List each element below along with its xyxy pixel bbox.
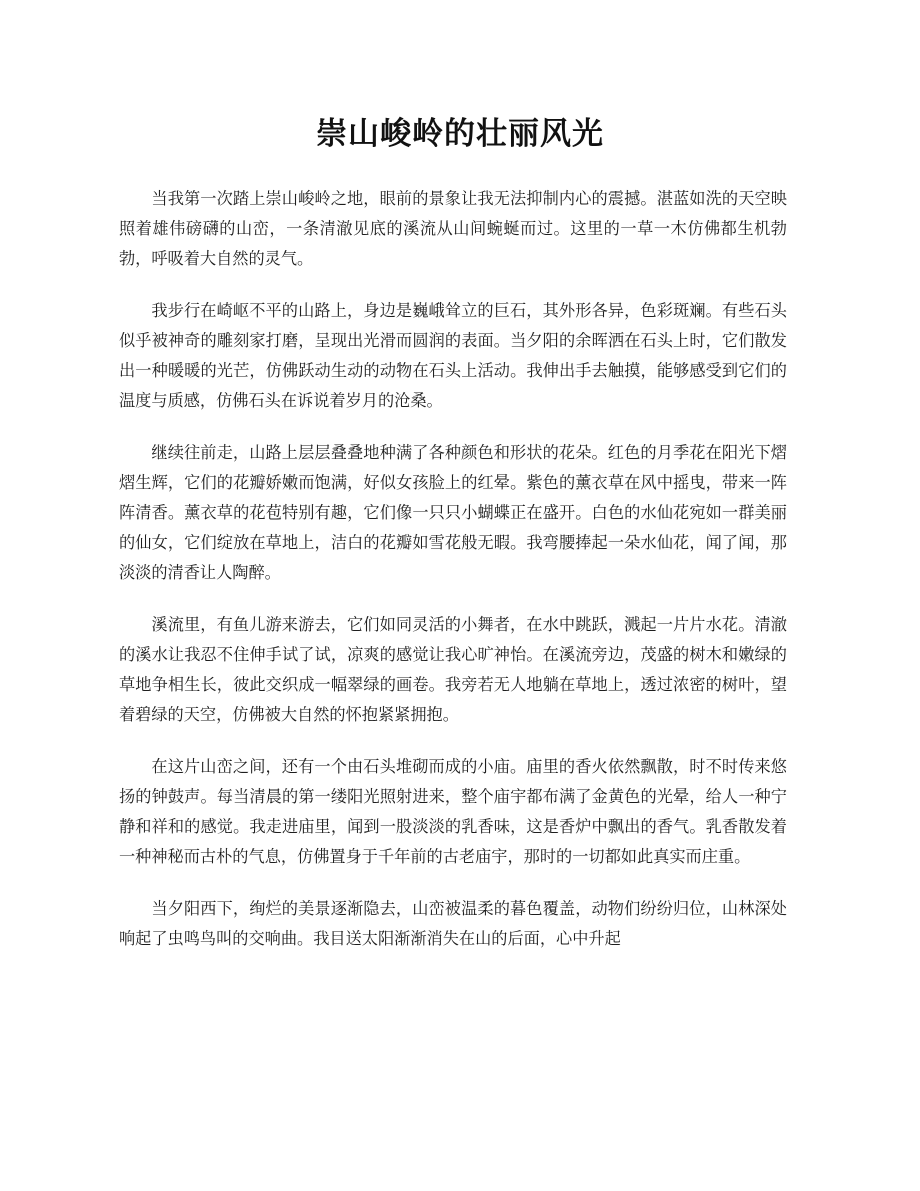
paragraph: 当我第一次踏上崇山峻岭之地，眼前的景象让我无法抑制内心的震撼。湛蓝如洗的天空映照着雄伟磅礴的山峦，一条清澈见底的溪流从山间蜿蜒而过。这里的一草一木仿佛都生机勃勃，呼吸着大自然的灵气。 <box>119 189 787 268</box>
paragraph: 溪流里，有鱼儿游来游去，它们如同灵活的小舞者，在水中跳跃，溅起一片片水花。清澈的溪水让我忍不住伸手试了试，凉爽的感觉让我心旷神怡。在溪流旁边，茂盛的树木和嫩绿的草地争相生长，彼此交织成一幅翠绿的画卷。我旁若无人地躺在草地上，透过浓密的树叶，望着碧绿的天空，仿佛被大自然的怀抱紧紧拥抱。 <box>119 615 787 724</box>
document-body <box>119 184 787 976</box>
paragraph: 我步行在崎岖不平的山路上，身边是巍峨耸立的巨石，其外形各异，色彩斑斓。有些石头似乎被神奇的雕刻家打磨，呈现出光滑而圆润的表面。当夕阳的余晖洒在石头上时，它们散发出一种暖暖的光芒，仿佛跃动生动的动物在石头上活动。我伸出手去触摸，能够感受到它们的温度与质感，仿佛石头在诉说着岁月的沧桑。 <box>119 301 787 410</box>
paragraph: 在这片山峦之间，还有一个由石头堆砌而成的小庙。庙里的香火依然飘散，时不时传来悠扬的钟鼓声。每当清晨的第一缕阳光照射进来，整个庙宇都布满了金黄色的光晕，给人一种宁静和祥和的感觉。我走进庙里，闻到一股淡淡的乳香味，这是香炉中飘出的香气。乳香散发着一种神秘而古朴的气息，仿佛置身于千年前的古老庙宇，那时的一切都如此真实而庄重。 <box>119 757 787 866</box>
paragraph: 继续往前走，山路上层层叠叠地种满了各种颜色和形状的花朵。红色的月季花在阳光下熠熠生辉，它们的花瓣娇嫩而饱满，好似女孩脸上的红晕。紫色的薰衣草在风中摇曳，带来一阵阵清香。薰衣草的花苞特别有趣，它们像一只只小蝴蝶正在盛开。白色的水仙花宛如一群美丽的仙女，它们绽放在草地上，洁白的花瓣如雪花般无暇。我弯腰捧起一朵水仙花，闻了闻，那淡淡的清香让人陶醉。 <box>119 443 787 582</box>
paragraph: 当夕阳西下，绚烂的美景逐渐隐去，山峦被温柔的暮色覆盖，动物们纷纷归位，山林深处响起了虫鸣鸟叫的交响曲。我目送太阳渐渐消失在山的后面，心中升起 <box>119 899 787 948</box>
document-title: 崇山峻岭的壮丽风光 <box>316 116 604 152</box>
